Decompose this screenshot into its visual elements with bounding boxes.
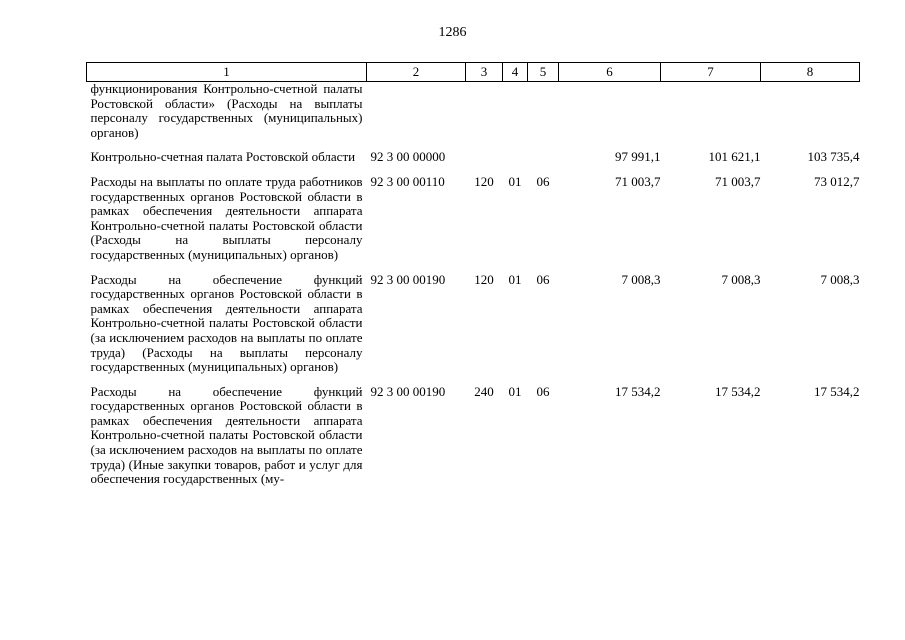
row-value-1: 7 008,3 (621, 271, 661, 287)
row-code: 92 3 00 00190 (370, 383, 446, 399)
row-code (367, 82, 466, 141)
row-vr (466, 140, 503, 165)
row-vr (466, 82, 503, 141)
row-value-1: 97 991,1 (615, 149, 661, 165)
row-rz (503, 140, 528, 165)
row-vr: 120 (474, 173, 494, 189)
row-code: 92 3 00 00000 (370, 149, 446, 165)
row-rz: 01 (508, 383, 522, 399)
row-value-2 (661, 82, 761, 141)
row-pr: 06 (536, 383, 550, 399)
header-col-4: 4 (503, 63, 528, 82)
row-value-2: 101 621,1 (708, 149, 761, 165)
row-pr: 06 (536, 173, 550, 189)
row-rz: 01 (508, 173, 522, 189)
row-value-3: 17 534,2 (814, 383, 860, 399)
header-col-3: 3 (466, 63, 503, 82)
header-col-6: 6 (559, 63, 661, 82)
row-rz: 01 (508, 271, 522, 287)
row-vr: 120 (474, 271, 494, 287)
row-code: 92 3 00 00190 (370, 271, 446, 287)
table-row (87, 140, 860, 165)
table-row (87, 263, 860, 375)
row-pr (528, 140, 559, 165)
row-vr: 240 (474, 383, 494, 399)
row-pr: 06 (536, 271, 550, 287)
header-col-2: 2 (367, 63, 466, 82)
row-code: 92 3 00 00110 (370, 173, 445, 189)
table-header (87, 63, 860, 82)
header-col-5: 5 (528, 63, 559, 82)
row-value-1: 17 534,2 (615, 383, 661, 399)
row-name: Контрольно-счетная палата Ростовской области (90, 149, 356, 165)
row-value-3: 73 012,7 (814, 173, 860, 189)
row-value-3: 103 735,4 (807, 149, 860, 165)
row-value-3: 7 008,3 (820, 271, 860, 287)
row-name: Расходы на выплаты по оплате труда работников государственных органов Ростовской области в рамках обеспечения деятельности аппарата Контрольно-счетной палаты Ростовской области (Расходы на выплаты персоналу государственных (муниципальных) органов) (90, 173, 363, 262)
table-row (87, 375, 860, 487)
row-value-2: 71 003,7 (715, 173, 761, 189)
header-col-7: 7 (661, 63, 761, 82)
table-row (87, 82, 860, 141)
row-value-3 (761, 82, 860, 141)
row-pr (528, 82, 559, 141)
row-value-2: 17 534,2 (715, 383, 761, 399)
row-value-1 (559, 82, 661, 141)
row-name: Расходы на обеспечение функций государственных органов Ростовской области в рамках обеспечения деятельности аппарата Контрольно-счетной палаты Ростовской области (за исключением расходов на выплаты по оплате труда) (Иные закупки товаров, работ и услуг для обеспечения государственных (му- (90, 383, 363, 487)
budget-table (86, 62, 860, 487)
row-name: функционирования Контрольно-счетной палаты Ростовской области» (Расходы на выплаты персоналу государственных (муниципальных) органов) (90, 81, 363, 140)
table-row (87, 165, 860, 263)
row-name: Расходы на обеспечение функций государственных органов Ростовской области в рамках обеспечения деятельности аппарата Контрольно-счетной палаты Ростовской области (за исключением расходов на выплаты по оплате труда) (Расходы на выплаты персоналу государственных (муниципальных) органов) (90, 271, 363, 375)
header-col-1: 1 (87, 63, 367, 82)
row-value-1: 71 003,7 (615, 173, 661, 189)
row-value-2: 7 008,3 (721, 271, 761, 287)
header-col-8: 8 (761, 63, 860, 82)
page-number: 1286 (438, 25, 467, 40)
row-rz (503, 82, 528, 141)
